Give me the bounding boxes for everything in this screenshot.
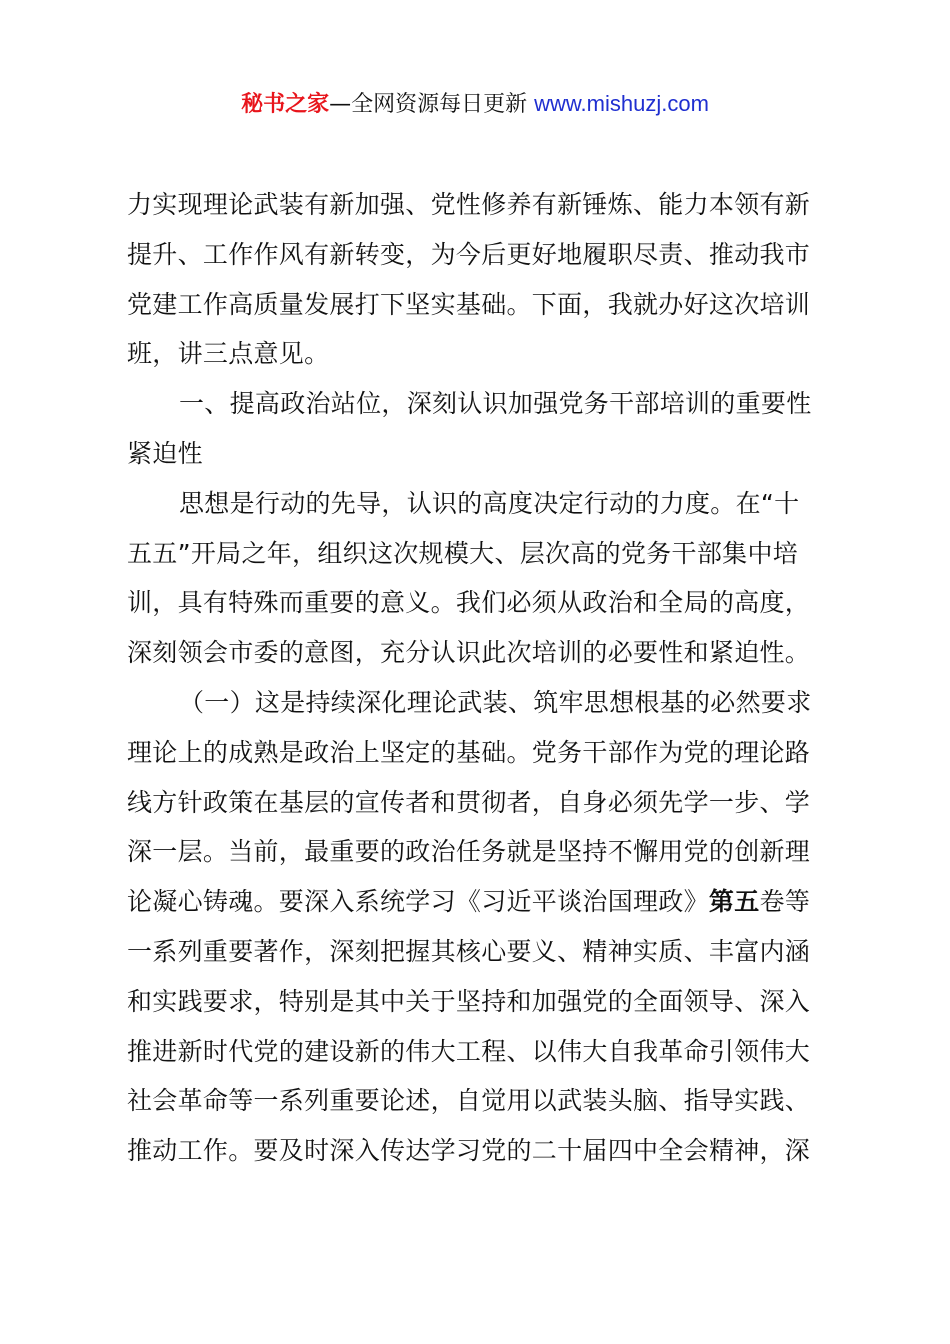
text-line: 线方针政策在基层的宣传者和贯彻者，自身必须先学一步、学: [127, 787, 811, 817]
header-tagline: —全网资源每日更新: [329, 92, 535, 117]
text-line: 五五”开局之年，组织这次规模大、层次高的党务干部集中培: [127, 538, 799, 568]
text-line: 训，具有特殊而重要的意义。我们必须从政治和全局的高度，: [127, 588, 811, 618]
section-heading-1-cont: 紧迫性: [127, 438, 203, 468]
paragraph-start: 思想是行动的先导，认识的高度决定行动的力度。在“十: [179, 488, 800, 518]
text-line: 社会革命等一系列重要论述，自觉用以武装头脑、指导实践、: [127, 1086, 811, 1116]
text-line: 深一层。当前，最重要的政治任务就是坚持不懈用党的创新理: [127, 837, 811, 867]
text-line: 深刻领会市委的意图，充分认识此次培训的必要性和紧迫性。: [127, 638, 811, 668]
text-line: 推动工作。要及时深入传达学习党的二十届四中全会精神，深: [127, 1136, 811, 1166]
text-segment: 卷等: [759, 887, 811, 917]
text-segment: 论凝心铸魂。要深入系统学习《习近平谈治国理政》: [127, 887, 709, 917]
page-header: [0, 88, 950, 121]
section-heading-1: 一、提高政治站位，深刻认识加强党务干部培训的重要性: [179, 389, 812, 419]
text-line: 理论上的成熟是政治上坚定的基础。党务干部作为党的理论路: [127, 737, 811, 767]
subsection-heading-1: （一）这是持续深化理论武装、筑牢思想根基的必然要求: [179, 687, 812, 717]
document-body: [127, 180, 833, 1176]
text-line: 提升、工作作风有新转变，为今后更好地履职尽责、推动我市: [127, 239, 811, 269]
text-line: 力实现理论武装有新加强、党性修养有新锤炼、能力本领有新: [127, 190, 811, 219]
text-line-with-bold: [127, 877, 833, 927]
text-line: 一系列重要著作，深刻把握其核心要义、精神实质、丰富内涵: [127, 936, 811, 966]
text-line: 党建工作高质量发展打下坚实基础。下面，我就办好这次培训: [127, 289, 811, 319]
text-line: 推进新时代党的建设新的伟大工程、以伟大自我革命引领伟大: [127, 1036, 811, 1066]
brand-name: 秘书之家: [241, 92, 330, 117]
site-url-link[interactable]: www.mishuzj.com: [534, 91, 709, 116]
text-line: 班，讲三点意见。: [127, 339, 330, 369]
text-line: 和实践要求，特别是其中关于坚持和加强党的全面领导、深入: [127, 986, 811, 1016]
bold-emphasis: 第五: [708, 887, 760, 917]
